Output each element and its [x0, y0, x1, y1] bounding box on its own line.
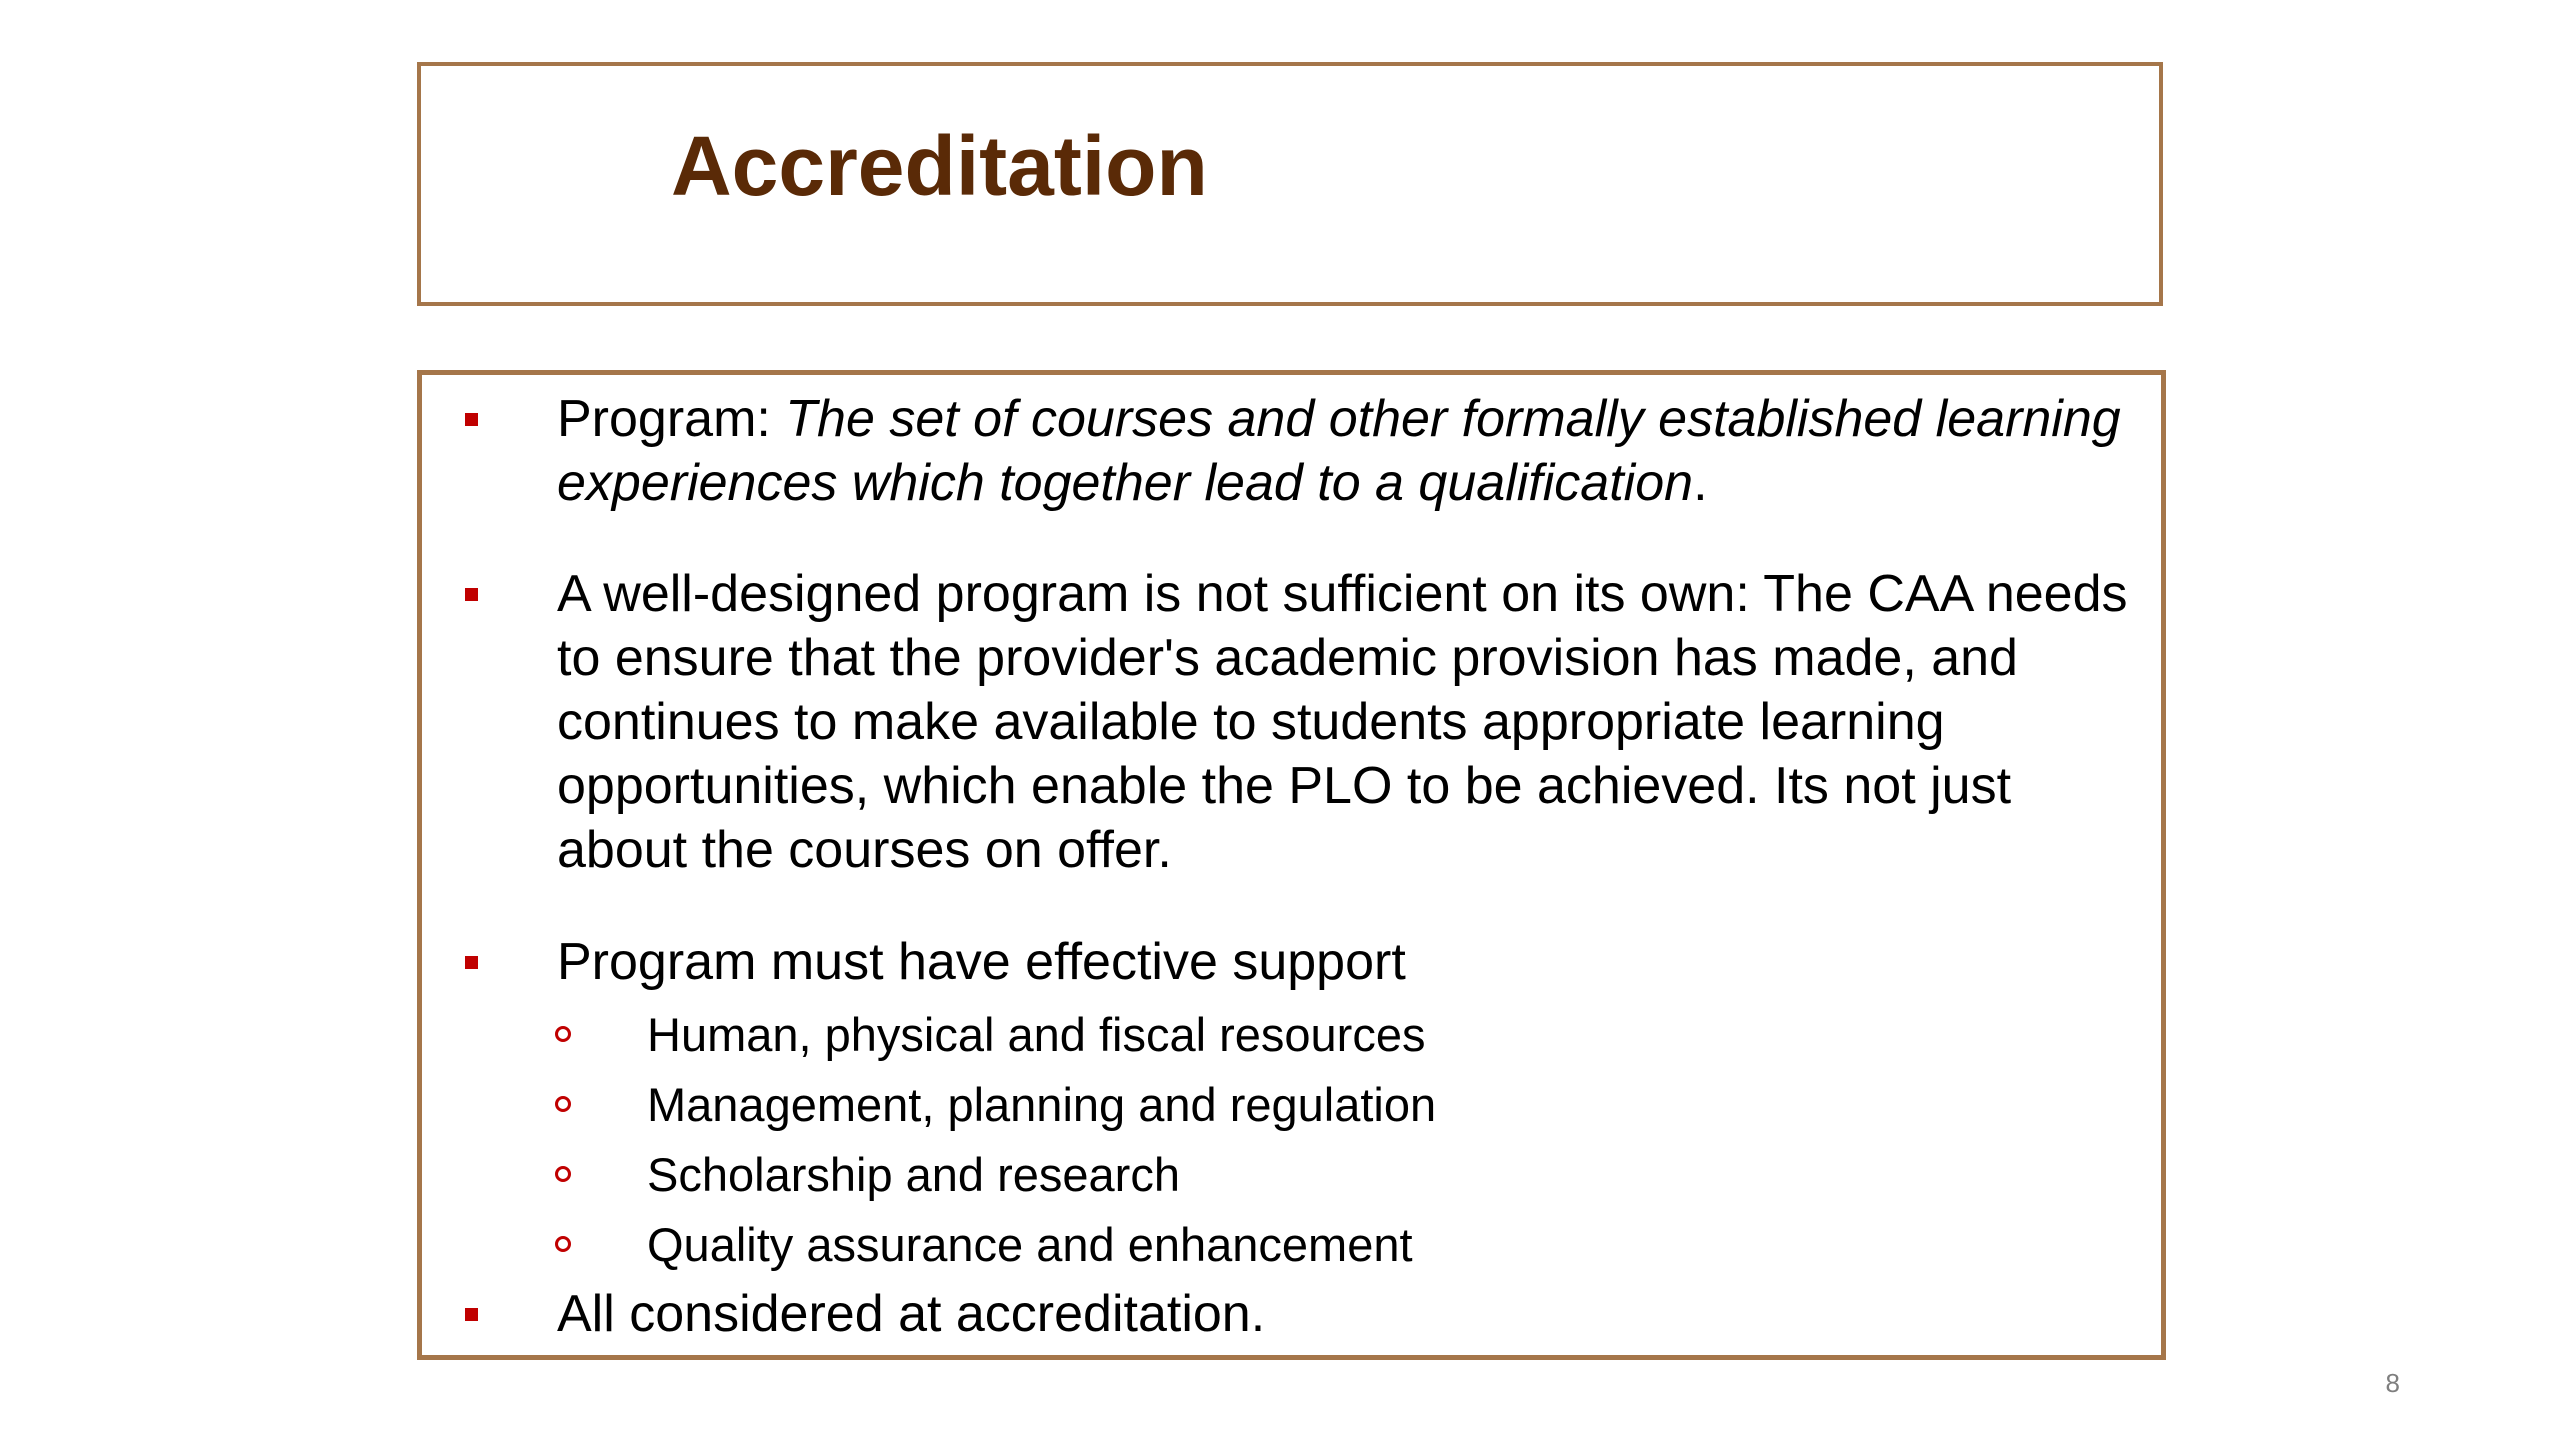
page-number: 8: [2385, 1368, 2400, 1398]
subbullet-text: Scholarship and research: [647, 1148, 1180, 1201]
subbullet-text: Management, planning and regulation: [647, 1078, 1437, 1131]
bullet-item-all-considered: [557, 1282, 2137, 1346]
bullet-text: All considered at accreditation.: [557, 1285, 1266, 1343]
subbullet-item-resources: [647, 1005, 2047, 1065]
bullet-item-effective-support: [557, 930, 2137, 994]
subbullet-item-scholarship: [647, 1145, 2047, 1205]
circle-bullet-icon: [555, 1166, 571, 1182]
circle-bullet-icon: [555, 1026, 571, 1042]
bullet-text: [557, 387, 2137, 515]
bullet-italic-definition: The set of courses and other formally established learning experiences which together lead to a qualification: [557, 390, 2121, 512]
bullet-item-well-designed: [557, 562, 2137, 882]
subbullet-text: Human, physical and fiscal resources: [647, 1008, 1426, 1061]
bullet-text: A well-designed program is not sufficient on its own: The CAA needs to ensure that the provider's academic provision has made, and continues to make available to students appropriate learning opportunities, which enable the PLO to be achieved. Its not just about the courses on offer.: [557, 565, 2128, 879]
square-bullet-icon: [465, 1308, 478, 1321]
title-frame: [417, 62, 2163, 306]
square-bullet-icon: [465, 588, 478, 601]
slide-title: Accreditation: [671, 119, 1208, 213]
content-frame: [417, 370, 2166, 1360]
square-bullet-icon: [465, 956, 478, 969]
bullet-text: Program must have effective support: [557, 933, 1406, 991]
bullet-item-program-definition: [557, 387, 2137, 515]
subbullet-item-quality: [647, 1215, 2047, 1275]
square-bullet-icon: [465, 413, 478, 426]
bullet-tail: .: [1693, 454, 1708, 512]
subbullet-text: Quality assurance and enhancement: [647, 1218, 1413, 1271]
circle-bullet-icon: [555, 1096, 571, 1112]
circle-bullet-icon: [555, 1236, 571, 1252]
bullet-lead: Program:: [557, 390, 786, 448]
subbullet-item-management: [647, 1075, 2047, 1135]
